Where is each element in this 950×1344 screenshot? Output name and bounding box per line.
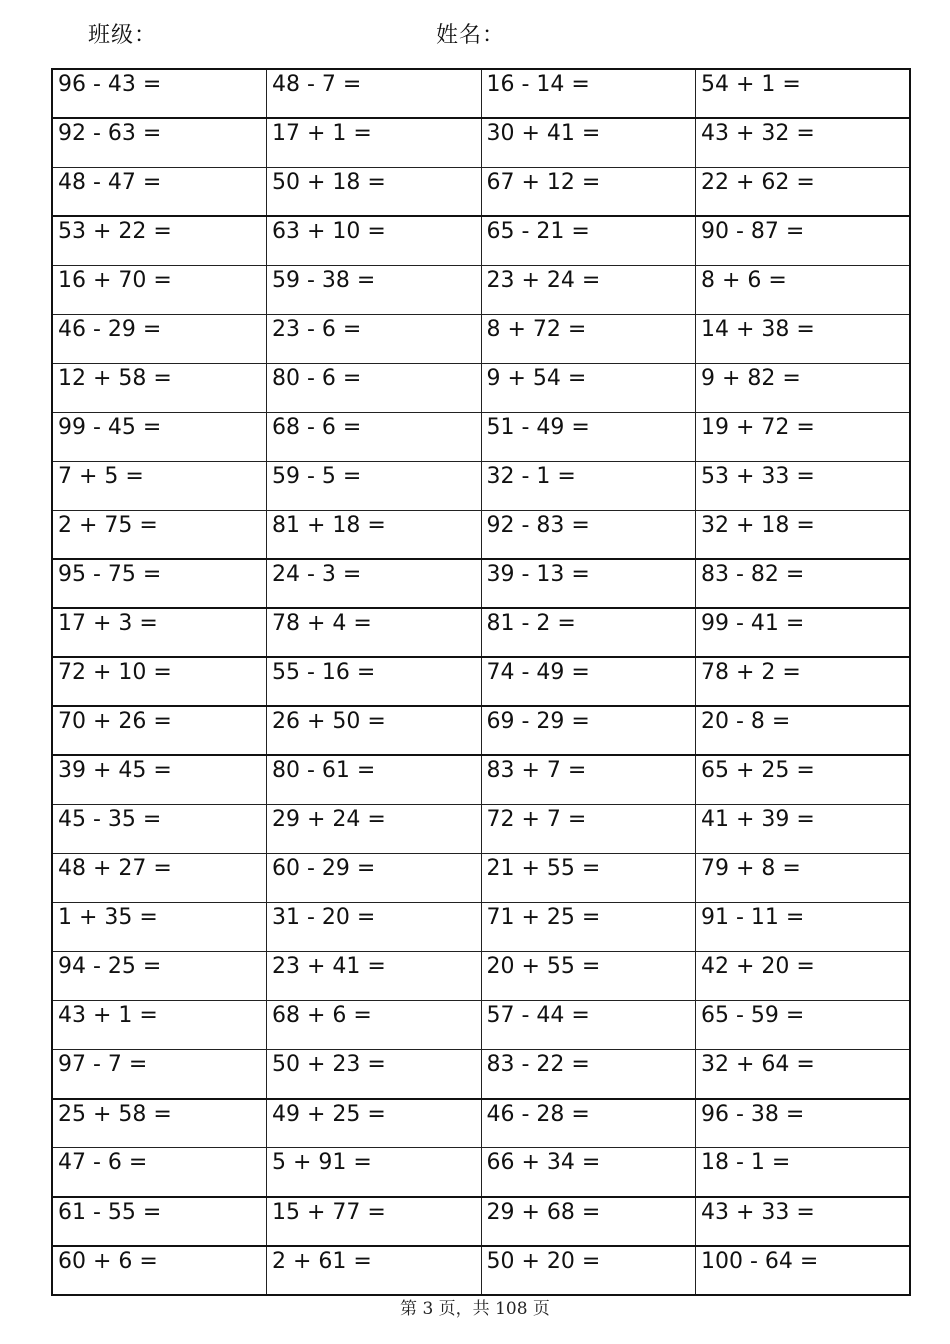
problem-cell: 8 + 6 =	[696, 265, 911, 314]
problem-row	[52, 657, 910, 706]
problem-cell: 92 - 83 =	[481, 510, 696, 559]
problem-row	[52, 706, 910, 755]
problem-cell: 65 + 25 =	[696, 755, 911, 804]
problem-row	[52, 314, 910, 363]
problem-cell: 96 - 43 =	[52, 69, 267, 118]
problem-cell: 60 - 29 =	[267, 854, 482, 903]
problem-cell: 48 + 27 =	[52, 854, 267, 903]
problem-cell: 83 - 82 =	[696, 559, 911, 608]
problem-row	[52, 265, 910, 314]
problem-row	[52, 1050, 910, 1099]
problem-cell: 80 - 61 =	[267, 755, 482, 804]
problem-row	[52, 1099, 910, 1148]
problem-cell: 21 + 55 =	[481, 854, 696, 903]
problem-cell: 14 + 38 =	[696, 314, 911, 363]
problem-cell: 29 + 24 =	[267, 804, 482, 853]
problem-cell: 59 - 38 =	[267, 265, 482, 314]
problem-cell: 54 + 1 =	[696, 69, 911, 118]
problem-cell: 39 - 13 =	[481, 559, 696, 608]
problem-cell: 12 + 58 =	[52, 363, 267, 412]
problem-cell: 72 + 10 =	[52, 657, 267, 706]
problem-cell: 16 - 14 =	[481, 69, 696, 118]
problem-cell: 39 + 45 =	[52, 755, 267, 804]
problem-cell: 53 + 22 =	[52, 216, 267, 265]
problem-row	[52, 216, 910, 265]
problem-row	[52, 167, 910, 216]
problem-cell: 15 + 77 =	[267, 1197, 482, 1246]
problem-row	[52, 755, 910, 804]
problem-row	[52, 118, 910, 167]
problem-cell: 46 - 28 =	[481, 1099, 696, 1148]
problem-row	[52, 608, 910, 657]
problem-cell: 63 + 10 =	[267, 216, 482, 265]
problem-cell: 91 - 11 =	[696, 903, 911, 952]
problem-cell: 17 + 3 =	[52, 608, 267, 657]
problem-cell: 22 + 62 =	[696, 167, 911, 216]
problem-cell: 95 - 75 =	[52, 559, 267, 608]
problem-cell: 42 + 20 =	[696, 952, 911, 1001]
problem-cell: 18 - 1 =	[696, 1148, 911, 1197]
problem-row	[52, 461, 910, 510]
problem-cell: 47 - 6 =	[52, 1148, 267, 1197]
problem-cell: 65 - 21 =	[481, 216, 696, 265]
problem-cell: 7 + 5 =	[52, 461, 267, 510]
problem-cell: 20 - 8 =	[696, 706, 911, 755]
problem-row	[52, 1148, 910, 1197]
problem-cell: 78 + 2 =	[696, 657, 911, 706]
problem-cell: 94 - 25 =	[52, 952, 267, 1001]
problem-cell: 20 + 55 =	[481, 952, 696, 1001]
problem-cell: 2 + 61 =	[267, 1246, 482, 1295]
problem-cell: 5 + 91 =	[267, 1148, 482, 1197]
problem-cell: 90 - 87 =	[696, 216, 911, 265]
problem-cell: 80 - 6 =	[267, 363, 482, 412]
problem-row	[52, 412, 910, 461]
problem-cell: 92 - 63 =	[52, 118, 267, 167]
problem-cell: 23 + 41 =	[267, 952, 482, 1001]
problem-cell: 96 - 38 =	[696, 1099, 911, 1148]
problem-cell: 8 + 72 =	[481, 314, 696, 363]
problem-cell: 81 + 18 =	[267, 510, 482, 559]
problem-cell: 49 + 25 =	[267, 1099, 482, 1148]
arithmetic-table	[51, 68, 911, 1296]
problem-cell: 9 + 54 =	[481, 363, 696, 412]
problem-cell: 23 - 6 =	[267, 314, 482, 363]
problem-row	[52, 1246, 910, 1295]
problem-cell: 41 + 39 =	[696, 804, 911, 853]
problem-cell: 71 + 25 =	[481, 903, 696, 952]
problem-row	[52, 510, 910, 559]
problem-cell: 32 + 18 =	[696, 510, 911, 559]
problem-cell: 66 + 34 =	[481, 1148, 696, 1197]
problem-cell: 79 + 8 =	[696, 854, 911, 903]
problem-cell: 55 - 16 =	[267, 657, 482, 706]
problem-cell: 57 - 44 =	[481, 1001, 696, 1050]
problem-cell: 50 + 23 =	[267, 1050, 482, 1099]
problem-cell: 43 + 1 =	[52, 1001, 267, 1050]
page-footer: 第 3 页，共 108 页	[400, 1299, 550, 1319]
problem-row	[52, 903, 910, 952]
problem-cell: 17 + 1 =	[267, 118, 482, 167]
problem-cell: 1 + 35 =	[52, 903, 267, 952]
problem-row	[52, 559, 910, 608]
problem-cell: 48 - 47 =	[52, 167, 267, 216]
problem-row	[52, 1001, 910, 1050]
problem-cell: 81 - 2 =	[481, 608, 696, 657]
problem-cell: 97 - 7 =	[52, 1050, 267, 1099]
problem-cell: 19 + 72 =	[696, 412, 911, 461]
problem-cell: 83 - 22 =	[481, 1050, 696, 1099]
problem-cell: 48 - 7 =	[267, 69, 482, 118]
problem-cell: 78 + 4 =	[267, 608, 482, 657]
problem-cell: 32 - 1 =	[481, 461, 696, 510]
problem-row	[52, 363, 910, 412]
problem-cell: 68 + 6 =	[267, 1001, 482, 1050]
problem-cell: 32 + 64 =	[696, 1050, 911, 1099]
problem-cell: 43 + 32 =	[696, 118, 911, 167]
problem-cell: 25 + 58 =	[52, 1099, 267, 1148]
problem-cell: 46 - 29 =	[52, 314, 267, 363]
class-label: 班级：	[88, 23, 158, 48]
problem-cell: 53 + 33 =	[696, 461, 911, 510]
problem-row	[52, 69, 910, 118]
problem-cell: 65 - 59 =	[696, 1001, 911, 1050]
problem-cell: 9 + 82 =	[696, 363, 911, 412]
problem-cell: 68 - 6 =	[267, 412, 482, 461]
problem-cell: 45 - 35 =	[52, 804, 267, 853]
problem-row	[52, 1197, 910, 1246]
problem-cell: 24 - 3 =	[267, 559, 482, 608]
arithmetic-table-body	[52, 69, 910, 1295]
problem-cell: 70 + 26 =	[52, 706, 267, 755]
problem-cell: 69 - 29 =	[481, 706, 696, 755]
problem-cell: 2 + 75 =	[52, 510, 267, 559]
problem-row	[52, 952, 910, 1001]
problem-row	[52, 804, 910, 853]
problem-cell: 50 + 20 =	[481, 1246, 696, 1295]
problem-cell: 23 + 24 =	[481, 265, 696, 314]
problem-cell: 99 - 41 =	[696, 608, 911, 657]
problem-cell: 60 + 6 =	[52, 1246, 267, 1295]
problem-cell: 16 + 70 =	[52, 265, 267, 314]
problem-row	[52, 854, 910, 903]
problem-cell: 29 + 68 =	[481, 1197, 696, 1246]
problem-cell: 67 + 12 =	[481, 167, 696, 216]
problem-cell: 72 + 7 =	[481, 804, 696, 853]
problem-cell: 59 - 5 =	[267, 461, 482, 510]
problem-cell: 61 - 55 =	[52, 1197, 267, 1246]
problem-cell: 50 + 18 =	[267, 167, 482, 216]
problem-cell: 26 + 50 =	[267, 706, 482, 755]
problem-cell: 99 - 45 =	[52, 412, 267, 461]
problem-cell: 51 - 49 =	[481, 412, 696, 461]
problem-cell: 100 - 64 =	[696, 1246, 911, 1295]
problem-cell: 43 + 33 =	[696, 1197, 911, 1246]
problem-cell: 74 - 49 =	[481, 657, 696, 706]
problem-cell: 31 - 20 =	[267, 903, 482, 952]
name-label: 姓名：	[436, 23, 506, 48]
problem-cell: 83 + 7 =	[481, 755, 696, 804]
problem-cell: 30 + 41 =	[481, 118, 696, 167]
